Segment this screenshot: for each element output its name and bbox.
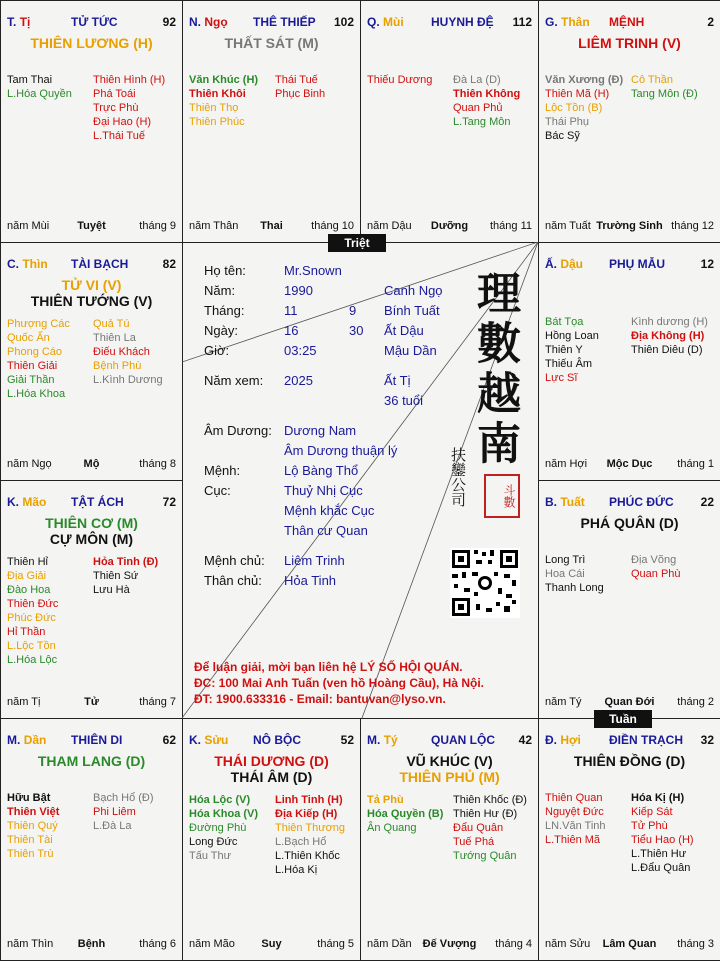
- palace-suu[interactable]: [182, 718, 361, 961]
- cuc-label: Cục:: [204, 483, 231, 498]
- main-star: LIÊM TRINH (V): [578, 35, 681, 51]
- minor-star: Phong Cáo: [7, 346, 63, 358]
- minor-stars-left: [545, 73, 623, 143]
- menh-label: Mệnh:: [204, 463, 241, 478]
- life-stage: Tuyệt: [77, 220, 106, 232]
- minor-stars-left: [367, 793, 443, 835]
- tuan-badge: Tuần: [594, 710, 652, 728]
- palace-age: 12: [700, 257, 714, 271]
- minor-star: Tả Phù: [367, 794, 404, 806]
- than-chu-label: Thân chủ:: [204, 573, 262, 588]
- palace-header: [545, 257, 714, 271]
- palace-name: PHÚC ĐỨC: [609, 495, 674, 509]
- minor-star: Đại Hao (H): [93, 116, 152, 128]
- earth-branch: Ngọ: [204, 15, 228, 29]
- minor-stars-right: [275, 73, 325, 101]
- minor-star: L.Hóa Kị: [275, 864, 318, 876]
- minor-star: Thanh Long: [545, 582, 604, 594]
- heaven-stem: Ấ.: [545, 257, 557, 271]
- center-info-panel: [182, 242, 538, 718]
- month-canchi: Bính Tuất: [384, 303, 440, 318]
- palace-hoi[interactable]: [538, 718, 720, 961]
- minor-star: L.Hóa Khoa: [7, 388, 66, 400]
- palace-footer: [189, 938, 354, 952]
- palace-name: THÊ THIẾP: [253, 15, 316, 29]
- palace-footer: [7, 696, 176, 710]
- palace-mao[interactable]: [0, 480, 183, 719]
- life-stage: Bệnh: [77, 938, 106, 950]
- minor-star: Quan Phù: [631, 568, 681, 580]
- palace-age: 92: [162, 15, 176, 29]
- main-star: THÁI DƯƠNG (D): [214, 753, 329, 769]
- footer-year: năm Thân: [189, 220, 239, 232]
- heaven-stem: B.: [545, 495, 557, 509]
- day-lunar: 30: [349, 323, 364, 338]
- hour-label: Giờ:: [204, 343, 230, 358]
- life-stage: Trường Sinh: [596, 220, 663, 232]
- minor-star: Thiếu Âm: [545, 358, 593, 370]
- minor-star: L.Đẩu Quân: [631, 862, 691, 874]
- palace-header: [7, 495, 176, 509]
- footer-month: tháng 5: [317, 938, 354, 950]
- hour-canchi: Mậu Dần: [384, 343, 437, 358]
- main-star: THIÊN PHỦ (M): [399, 769, 500, 785]
- year-label: Năm:: [204, 283, 236, 298]
- minor-star: Giải Thần: [7, 374, 55, 386]
- menh-chu-label: Mệnh chủ:: [204, 553, 265, 568]
- minor-star: Đà La (D): [453, 74, 501, 86]
- footer-month: tháng 10: [311, 220, 354, 232]
- heaven-stem: T.: [7, 15, 17, 29]
- minor-star: Hóa Lộc (V): [189, 794, 251, 806]
- minor-star: Thiên Khốc (Đ): [453, 794, 527, 806]
- year-canchi: Canh Ngọ: [384, 283, 443, 298]
- life-stage: Quan Đới: [604, 696, 655, 708]
- life-stage: Lâm Quan: [602, 938, 657, 950]
- palace-name: QUAN LỘC: [431, 733, 495, 747]
- minor-star: Quan Phủ: [453, 102, 503, 114]
- minor-stars-right: [453, 73, 520, 129]
- than-chu-value: Hỏa Tinh: [284, 573, 337, 588]
- minor-star: Địa Giải: [7, 570, 47, 582]
- minor-star: Thiên Việt: [7, 806, 60, 818]
- footer-month: tháng 11: [489, 220, 532, 232]
- minor-star: Trực Phù: [93, 102, 139, 114]
- minor-star: Thiên Hỉ: [7, 556, 48, 568]
- minor-star: Lưu Hà: [93, 584, 130, 596]
- main-star: THẤT SÁT (M): [224, 35, 319, 51]
- footer-month: tháng 6: [139, 938, 176, 950]
- year-value: 1990: [284, 283, 313, 298]
- minor-stars-left: [367, 73, 432, 87]
- palace-age: 82: [162, 257, 176, 271]
- footer-year: năm Tuất: [545, 220, 591, 232]
- palace-mui[interactable]: [360, 0, 539, 243]
- earth-branch: Tuất: [560, 495, 585, 509]
- main-star: VŨ KHÚC (V): [406, 753, 493, 769]
- footer-year: năm Mùi: [7, 220, 50, 232]
- minor-star: L.Thái Tuế: [93, 130, 145, 142]
- main-star: CỰ MÔN (M): [49, 531, 134, 547]
- minor-star: Long Trì: [545, 554, 586, 566]
- calligraphy-text: 理數越南: [469, 270, 520, 470]
- minor-star: Tiểu Hao (H): [631, 834, 694, 846]
- than-cu: Thân cư Quan: [284, 523, 368, 538]
- earth-branch: Mùi: [383, 15, 404, 29]
- palace-header: [189, 15, 354, 29]
- palace-footer: [7, 220, 176, 234]
- view-year-canchi: Ất Tị: [384, 373, 411, 388]
- minor-star: Thiên Giải: [7, 360, 58, 372]
- palace-age: 32: [700, 733, 714, 747]
- minor-star: Văn Xương (Đ): [545, 74, 624, 86]
- earth-branch: Thìn: [22, 257, 48, 271]
- palace-than[interactable]: [538, 0, 720, 243]
- earth-branch: Hợi: [560, 733, 581, 747]
- footer-year: năm Ngọ: [7, 458, 52, 470]
- red-seal: 斗數: [484, 474, 520, 518]
- palace-age: 42: [518, 733, 532, 747]
- footer-month: tháng 3: [677, 938, 714, 950]
- main-star: TỬ VI (V): [61, 277, 122, 293]
- palace-footer: [545, 696, 714, 710]
- minor-star: Hữu Bật: [7, 792, 51, 804]
- minor-stars-right: [275, 793, 345, 877]
- minor-star: Bạch Hổ (Đ): [93, 792, 154, 804]
- palace-age: 102: [333, 15, 354, 29]
- minor-star: Thiên Quan: [545, 792, 603, 804]
- palace-footer: [7, 938, 176, 952]
- minor-star: Kình dương (H): [631, 316, 708, 328]
- minor-stars-left: [7, 555, 58, 667]
- qr-code[interactable]: [450, 548, 520, 618]
- life-stage: Mộ: [83, 458, 100, 470]
- minor-stars-right: [631, 553, 681, 581]
- minor-star: Lộc Tồn (B): [545, 102, 603, 114]
- minor-star: Hoa Cái: [545, 568, 585, 580]
- minor-star: Thiên Trù: [7, 848, 54, 860]
- minor-star: Thiên Hình (H): [93, 74, 166, 86]
- life-stage: Tử: [84, 696, 99, 708]
- minor-star: Phá Toái: [93, 88, 136, 100]
- palace-header: [367, 15, 532, 29]
- palace-ngo[interactable]: [182, 0, 361, 243]
- minor-stars-left: [7, 791, 59, 861]
- palace-age: 62: [162, 733, 176, 747]
- minor-star: Thiên Không: [453, 88, 521, 100]
- footer-month: tháng 8: [139, 458, 176, 470]
- minor-star: Thiên Thọ: [189, 102, 239, 114]
- minor-star: Hóa Kị (H): [631, 792, 685, 804]
- month-value: 11: [284, 303, 298, 318]
- minor-stars-right: [631, 315, 708, 357]
- minor-stars-left: [545, 791, 606, 847]
- month-lunar: 9: [349, 303, 357, 318]
- minor-star: L.Đà La: [93, 820, 132, 832]
- palace-header: [189, 733, 354, 747]
- palace-name: ĐIỀN TRẠCH: [609, 733, 683, 747]
- minor-stars-right: [631, 791, 694, 875]
- palace-footer: [7, 458, 176, 472]
- calligraphy-logo: [467, 270, 519, 483]
- minor-star: Phục Binh: [275, 88, 326, 100]
- hour-value: 03:25: [284, 343, 317, 358]
- minor-star: Thiên Thương: [275, 822, 346, 834]
- minor-stars-right: [453, 793, 527, 863]
- minor-star: Đào Hoa: [7, 584, 51, 596]
- company-text: 扶鑾公司: [449, 447, 467, 507]
- palace-name: TÀI BẠCH: [71, 257, 129, 271]
- triet-badge: Triệt: [328, 234, 386, 252]
- footer-month: tháng 1: [677, 458, 714, 470]
- palace-name: PHỤ MẪU: [609, 257, 665, 271]
- heaven-stem: K.: [189, 733, 201, 747]
- minor-star: Hóa Khoa (V): [189, 808, 259, 820]
- earth-branch: Tị: [19, 15, 31, 29]
- minor-star: L.Kình Dương: [93, 374, 163, 386]
- minor-star: Thiên Hư (Đ): [453, 808, 518, 820]
- minor-star: Phi Liêm: [93, 806, 136, 818]
- minor-star: Long Đức: [189, 836, 238, 848]
- palace-header: [7, 257, 176, 271]
- main-star: THIÊN CƠ (M): [45, 515, 138, 531]
- day-value: 16: [284, 323, 299, 338]
- palace-name: TỬ TỨC: [71, 15, 118, 29]
- footer-year: năm Thìn: [7, 938, 54, 950]
- minor-star: Tang Môn (Đ): [631, 88, 698, 100]
- minor-star: Quả Tú: [93, 318, 130, 330]
- palace-name: THIÊN DI: [71, 733, 123, 747]
- name-value: Mr.Snown: [284, 263, 342, 278]
- palace-name: HUYNH ĐỆ: [431, 15, 494, 29]
- palace-header: [367, 733, 532, 747]
- minor-stars-left: [189, 793, 258, 863]
- minor-star: L.Thiên Khốc: [275, 850, 340, 862]
- minor-star: Thái Phụ: [545, 116, 590, 128]
- minor-star: L.Thiên Mã: [545, 834, 601, 846]
- earth-branch: Sửu: [204, 733, 229, 747]
- minor-star: Địa Võng: [631, 554, 677, 566]
- minor-star: Lực Sĩ: [545, 372, 578, 384]
- minor-star: Bát Tọa: [545, 316, 584, 328]
- life-stage: Đế Vượng: [422, 938, 477, 950]
- palace-dan[interactable]: [0, 718, 183, 961]
- minor-star: Thiên La: [93, 332, 136, 344]
- minor-star: Hỉ Thần: [7, 626, 46, 638]
- minor-star: Tam Thai: [7, 74, 53, 86]
- minor-stars-left: [545, 553, 604, 595]
- palace-footer: [367, 938, 532, 952]
- minor-star: Hóa Quyền (B): [367, 808, 444, 820]
- footer-year: năm Tị: [7, 696, 41, 708]
- minor-star: Ân Quang: [367, 822, 417, 834]
- minor-star: Tấu Thư: [189, 850, 232, 862]
- minor-star: Địa Không (H): [631, 330, 705, 342]
- minor-star: Phúc Đức: [7, 612, 56, 624]
- life-stage: Suy: [261, 938, 282, 950]
- minor-star: Thiên Quý: [7, 820, 58, 832]
- minor-stars-right: [93, 317, 163, 387]
- minor-star: L.Hóa Lộc: [7, 654, 58, 666]
- heaven-stem: Đ.: [545, 733, 557, 747]
- heaven-stem: M.: [7, 733, 21, 747]
- minor-star: Văn Khúc (H): [189, 74, 259, 86]
- day-label: Ngày:: [204, 323, 238, 338]
- heaven-stem: M.: [367, 733, 381, 747]
- minor-star: Tuế Phá: [453, 836, 495, 848]
- main-star: THIÊN TƯỚNG (V): [30, 293, 153, 309]
- main-star: THIÊN ĐỒNG (D): [573, 753, 686, 769]
- minor-star: Bệnh Phù: [93, 360, 142, 372]
- palace-header: [7, 15, 176, 29]
- palace-tuat[interactable]: [538, 480, 720, 719]
- contact-line-3: ĐT: 1900.633316 - Email: bantuvan@lyso.vn.: [194, 692, 446, 706]
- footer-month: tháng 12: [671, 220, 714, 232]
- palace-header: [545, 15, 714, 29]
- earth-branch: Thân: [561, 15, 590, 29]
- minor-star: L.Hóa Quyền: [7, 88, 72, 100]
- palace-ty[interactable]: [360, 718, 539, 961]
- palace-age: 72: [162, 495, 176, 509]
- palace-footer: [545, 938, 714, 952]
- minor-star: Thiên Mã (H): [545, 88, 610, 100]
- life-stage: Dưỡng: [430, 220, 469, 232]
- minor-star: Thiên Sứ: [93, 570, 139, 582]
- footer-year: năm Tý: [545, 696, 582, 708]
- minor-star: LN.Văn Tinh: [545, 820, 606, 832]
- palace-dau[interactable]: [538, 242, 720, 481]
- minor-star: Thiên Y: [545, 344, 583, 356]
- footer-year: năm Mão: [189, 938, 235, 950]
- minor-star: Điếu Khách: [93, 346, 150, 358]
- view-year-label: Năm xem:: [204, 373, 264, 388]
- minor-star: Thiên Diêu (D): [631, 344, 703, 356]
- heaven-stem: C.: [7, 257, 19, 271]
- month-label: Tháng:: [204, 303, 245, 318]
- minor-star: Hỏa Tinh (Đ): [93, 556, 159, 568]
- main-star: THIÊN LƯƠNG (H): [30, 35, 153, 51]
- footer-year: năm Hợi: [545, 458, 588, 470]
- minor-star: Thiên Đức: [7, 598, 59, 610]
- day-canchi: Ất Dậu: [384, 323, 424, 338]
- footer-month: tháng 9: [139, 220, 176, 232]
- palace-age: 2: [707, 15, 714, 29]
- minor-star: Địa Kiếp (H): [275, 808, 338, 820]
- palace-age: 112: [512, 15, 532, 29]
- footer-year: năm Dần: [367, 938, 412, 950]
- minor-star: Linh Tinh (H): [275, 794, 343, 806]
- minor-star: L.Lộc Tồn: [7, 640, 56, 652]
- heaven-stem: K.: [7, 495, 19, 509]
- menh-chu-value: Liêm Trinh: [284, 553, 345, 568]
- minor-stars-left: [189, 73, 258, 129]
- heaven-stem: N.: [189, 15, 201, 29]
- minor-star: Tướng Quân: [453, 850, 517, 862]
- footer-month: tháng 4: [495, 938, 532, 950]
- minor-stars-left: [545, 315, 599, 385]
- earth-branch: Tý: [383, 733, 398, 747]
- footer-year: năm Dậu: [367, 220, 412, 232]
- amduong-value: Dương Nam: [284, 423, 357, 438]
- main-star: PHÁ QUÂN (D): [580, 515, 679, 531]
- minor-stars-right: [631, 73, 698, 101]
- footer-year: năm Sửu: [545, 938, 591, 950]
- cuc-relation: Mệnh khắc Cục: [284, 503, 375, 518]
- minor-star: L.Bạch Hổ: [275, 836, 327, 848]
- palace-footer: [545, 458, 714, 472]
- earth-branch: Mão: [22, 495, 47, 509]
- palace-header: [7, 733, 176, 747]
- main-star: THAM LANG (D): [37, 753, 146, 769]
- palace-ti[interactable]: [0, 0, 183, 243]
- minor-star: Kiếp Sát: [631, 806, 673, 818]
- amduong-note: Âm Dương thuận lý: [284, 443, 398, 458]
- cuc-value: Thuỷ Nhị Cục: [284, 483, 363, 498]
- minor-stars-right: [93, 791, 154, 833]
- minor-star: Nguyệt Đức: [545, 806, 604, 818]
- contact-line-2: ĐC: 100 Mai Anh Tuấn (ven hồ Hoàng Cầu), Hà Nội.: [194, 676, 485, 690]
- minor-star: Bác Sỹ: [545, 130, 580, 142]
- heaven-stem: Q.: [367, 15, 380, 29]
- palace-thin[interactable]: [0, 242, 183, 481]
- minor-star: Quốc Ấn: [7, 332, 50, 344]
- earth-branch: Dậu: [560, 257, 584, 271]
- minor-star: Thiên Tài: [7, 834, 53, 846]
- minor-stars-left: [7, 317, 70, 401]
- minor-star: Thiên Khôi: [189, 88, 246, 100]
- life-stage: Mộc Dục: [606, 458, 653, 470]
- name-label: Họ tên:: [204, 263, 246, 278]
- palace-name: MỆNH: [609, 15, 645, 29]
- contact-line-1: Để luận giải, mời bạn liên hệ LÝ SỐ HỘI QUÁN.: [194, 660, 463, 674]
- amduong-label: Âm Dương:: [204, 423, 272, 438]
- footer-month: tháng 2: [677, 696, 714, 708]
- palace-header: [545, 733, 714, 747]
- minor-star: Đẩu Quân: [453, 822, 504, 834]
- footer-month: tháng 7: [139, 696, 176, 708]
- palace-age: 52: [340, 733, 354, 747]
- palace-header: [545, 495, 714, 509]
- palace-name: TẬT ÁCH: [71, 495, 124, 509]
- minor-star: Cô Thần: [631, 74, 673, 86]
- minor-star: L.Tang Môn: [453, 116, 511, 128]
- minor-star: Tử Phù: [631, 820, 668, 832]
- palace-footer: [545, 220, 714, 234]
- minor-stars-right: [93, 73, 165, 143]
- menh-value: Lộ Bàng Thổ: [284, 463, 359, 478]
- minor-star: Thiếu Dương: [367, 74, 433, 86]
- palace-footer: [189, 220, 354, 234]
- minor-star: Thái Tuế: [275, 74, 318, 86]
- palace-name: NÔ BỘC: [253, 733, 301, 747]
- palace-age: 22: [700, 495, 714, 509]
- minor-star: L.Thiên Hư: [631, 848, 687, 860]
- minor-star: Thiên Phúc: [189, 116, 245, 128]
- age-value: 36 tuổi: [384, 393, 424, 408]
- palace-footer: [367, 220, 532, 234]
- life-stage: Thai: [260, 220, 283, 232]
- minor-stars-left: [7, 73, 72, 101]
- minor-star: Đường Phù: [189, 822, 247, 834]
- minor-star: Phượng Các: [7, 318, 70, 330]
- view-year-value: 2025: [284, 373, 313, 388]
- minor-stars-right: [93, 555, 158, 597]
- heaven-stem: G.: [545, 15, 558, 29]
- minor-star: Hồng Loan: [545, 330, 599, 342]
- earth-branch: Dần: [23, 733, 47, 747]
- main-star: THÁI ÂM (D): [230, 769, 313, 785]
